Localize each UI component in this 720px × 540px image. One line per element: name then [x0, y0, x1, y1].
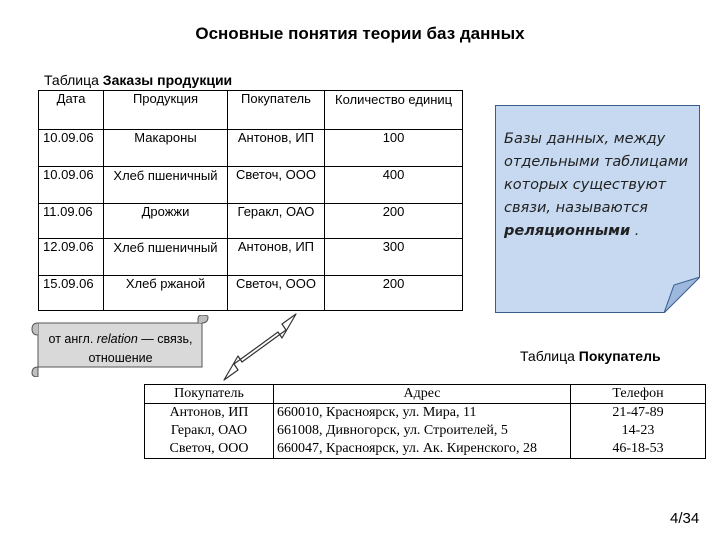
table-row [39, 167, 463, 204]
cell-buyer: Антонов, ИП [227, 130, 324, 167]
buyer-addresses-cell: 660010, Красноярск, ул. Мира, 11 661008, Дивногорск, ул. Строителей, 5 660047, Красноярск, ул. Ак. Киренского, 28 [274, 404, 571, 459]
note-text: Базы данных, между отдельными таблицами которых существуют связи, называются реляционными . [504, 131, 689, 239]
cell-date: 15.09.06 [39, 276, 104, 311]
cell-product: Макароны [104, 130, 228, 167]
header-buyer: Покупатель [227, 91, 324, 130]
page-curl-icon [664, 277, 700, 313]
cell-product: Хлеб пшеничный [104, 239, 228, 276]
page-number: 4/34 [670, 510, 700, 527]
header-date: Дата [39, 91, 104, 130]
cell-buyer: Светоч, ООО [227, 276, 324, 311]
cell-product: Хлеб ржаной [104, 276, 228, 311]
orders-table-caption: Таблица Заказы продукции [44, 72, 233, 88]
double-arrow-icon [220, 312, 300, 382]
header-buyer: Покупатель [145, 385, 274, 404]
table-header-row [145, 385, 706, 404]
cell-product: Хлеб пшеничный [104, 167, 228, 204]
header-product: Продукция [104, 91, 228, 130]
cell-buyer: Антонов, ИП [227, 239, 324, 276]
cell-quantity: 400 [325, 167, 463, 204]
table-row [39, 204, 463, 239]
table-row [145, 404, 706, 459]
cell-quantity: 300 [325, 239, 463, 276]
buyer-phones-cell: 21-47-89 14-23 46-18-53 [571, 404, 706, 459]
orders-table [38, 90, 463, 311]
table-row [39, 276, 463, 311]
buyer-names-cell: Антонов, ИП Геракл, ОАО Светоч, ООО [145, 404, 274, 459]
table-row [39, 239, 463, 276]
cell-quantity: 100 [325, 130, 463, 167]
scroll-note-text: от англ. relation — связь, отношение [48, 332, 193, 365]
buyers-table [144, 384, 706, 459]
header-phone: Телефон [571, 385, 706, 404]
cell-date: 10.09.06 [39, 130, 104, 167]
page-title: Основные понятия теории баз данных [195, 24, 525, 43]
note-callout [495, 105, 700, 313]
cell-product: Дрожжи [104, 204, 228, 239]
buyers-table-caption: Таблица Покупатель [520, 348, 661, 364]
cell-buyer: Геракл, ОАО [227, 204, 324, 239]
cell-quantity: 200 [325, 276, 463, 311]
cell-date: 12.09.06 [39, 239, 104, 276]
cell-date: 10.09.06 [39, 167, 104, 204]
table-header-row [39, 91, 463, 130]
header-address: Адрес [274, 385, 571, 404]
cell-quantity: 200 [325, 204, 463, 239]
cell-buyer: Светоч, ООО [227, 167, 324, 204]
table-row [39, 130, 463, 167]
header-quantity: Количество единиц [325, 91, 463, 130]
cell-date: 11.09.06 [39, 204, 104, 239]
